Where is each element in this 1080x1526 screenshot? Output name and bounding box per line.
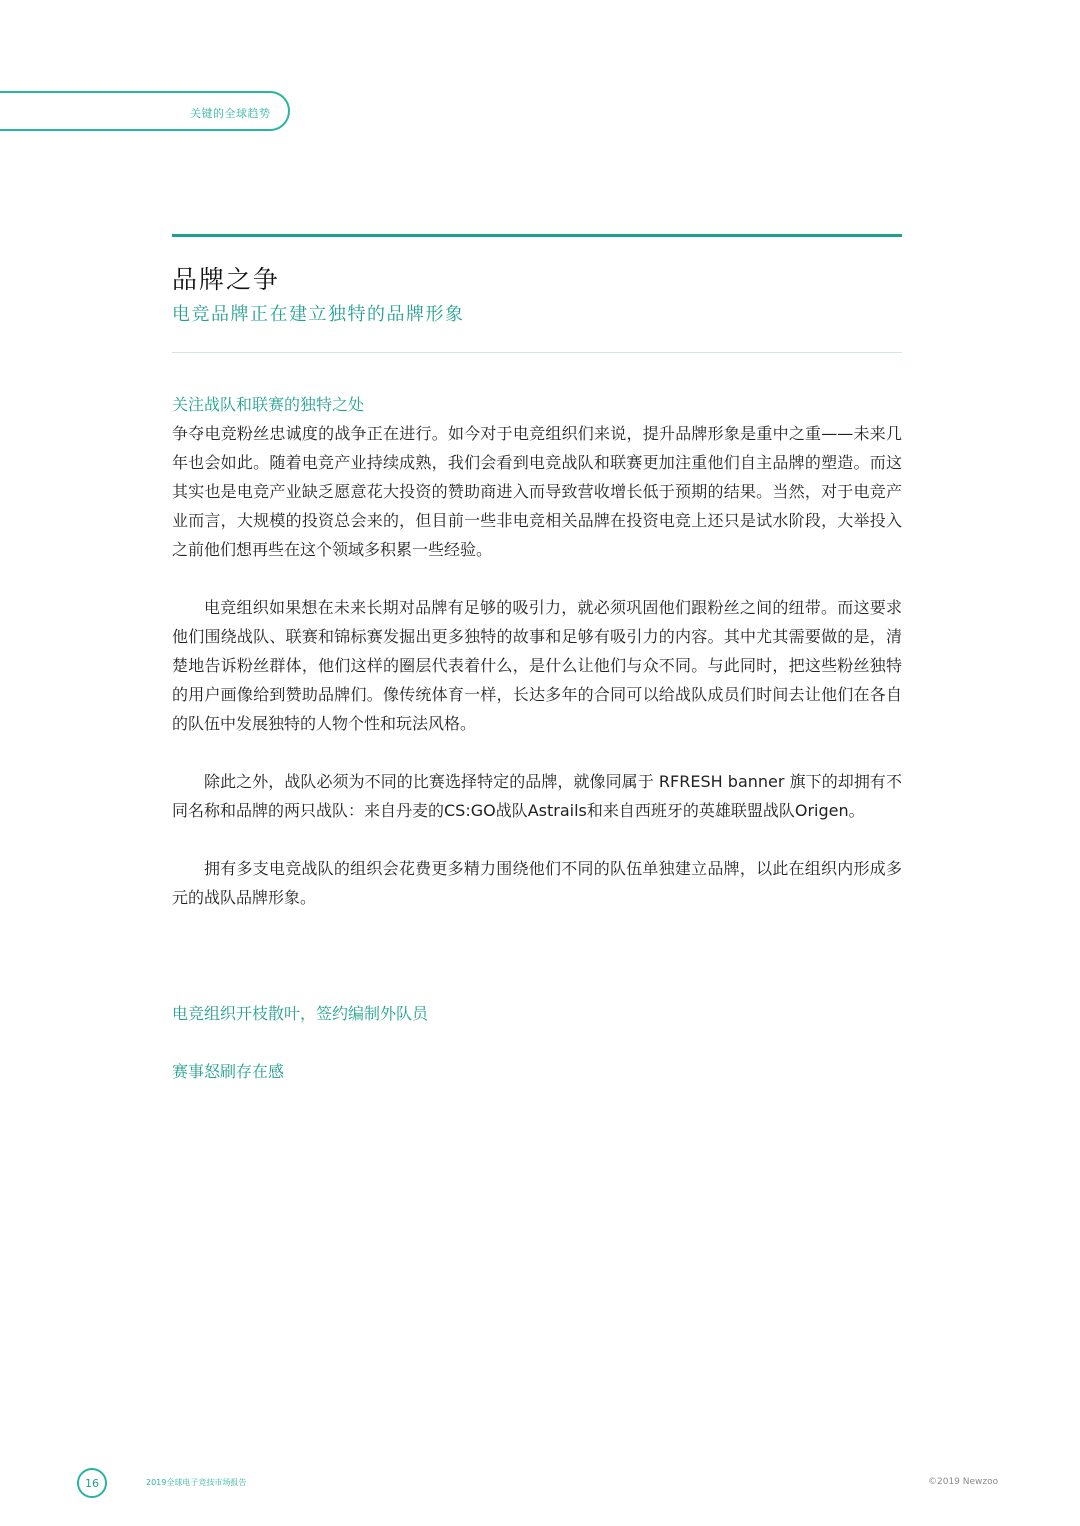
page-number-badge <box>77 1468 107 1498</box>
section-heading-events: 赛事怒刷存在感 <box>172 1062 285 1081</box>
page-number: 16 <box>85 1476 99 1490</box>
footer-report-title: 2019全球电子竞技市场报告 <box>146 1478 247 1487</box>
footer-copyright: ©2019 Newzoo <box>928 1477 999 1487</box>
section-tab-label: 关键的全球趋势 <box>190 107 271 120</box>
section-heading-unique-identity: 关注战队和联赛的独特之处 <box>172 395 365 414</box>
header-divider <box>172 352 902 353</box>
page-title: 品牌之争 <box>172 265 281 294</box>
section-heading-expansion: 电竞组织开枝散叶，签约编制外队员 <box>172 1004 429 1023</box>
paragraph-2: 电竞组织如果想在未来长期对品牌有足够的吸引力，就必须巩固他们跟粉丝之间的纽带。而这要求他们围绕战队、联赛和锦标赛发掘出更多独特的故事和足够有吸引力的内容。其中尤其需要做的是，清楚地告诉粉丝群体，他们这样的圈层代表着什么，是什么让他们与众不同。与此同时，把这些粉丝独特的用户画像给到赞助品牌们。像传统体育一样，长达多年的合同可以给战队成员们时间去让他们在各自的队伍中发展独特的人物个性和玩法风格。 <box>172 598 902 733</box>
page-subtitle: 电竞品牌正在建立独特的品牌形象 <box>172 304 465 325</box>
article-body <box>172 390 902 1086</box>
paragraph-1: 争夺电竞粉丝忠诚度的战争正在进行。如今对于电竞组织们来说，提升品牌形象是重中之重——未来几年也会如此。随着电竞产业持续成熟，我们会看到电竞战队和联赛更加注重他们自主品牌的塑造。而这其实也是电竞产业缺乏愿意花大投资的赞助商进入而导致营收增长低于预期的结果。当然，对于电竞产业而言，大规模的投资总会来的，但目前一些非电竞相关品牌在投资电竞上还只是试水阶段，大举投入之前他们想再些在这个领域多积累一些经验。 <box>172 424 902 559</box>
paragraph-4: 拥有多支电竞战队的组织会花费更多精力围绕他们不同的队伍单独建立品牌，以此在组织内形成多元的战队品牌形象。 <box>172 859 902 907</box>
paragraph-3: 除此之外，战队必须为不同的比赛选择特定的品牌，就像同属于 RFRESH banner 旗下的却拥有不同名称和品牌的两只战队：来自丹麦的CS:GO战队Astrails和来自西班牙的英雄联盟战队Origen。 <box>172 772 902 820</box>
top-divider <box>172 234 902 237</box>
